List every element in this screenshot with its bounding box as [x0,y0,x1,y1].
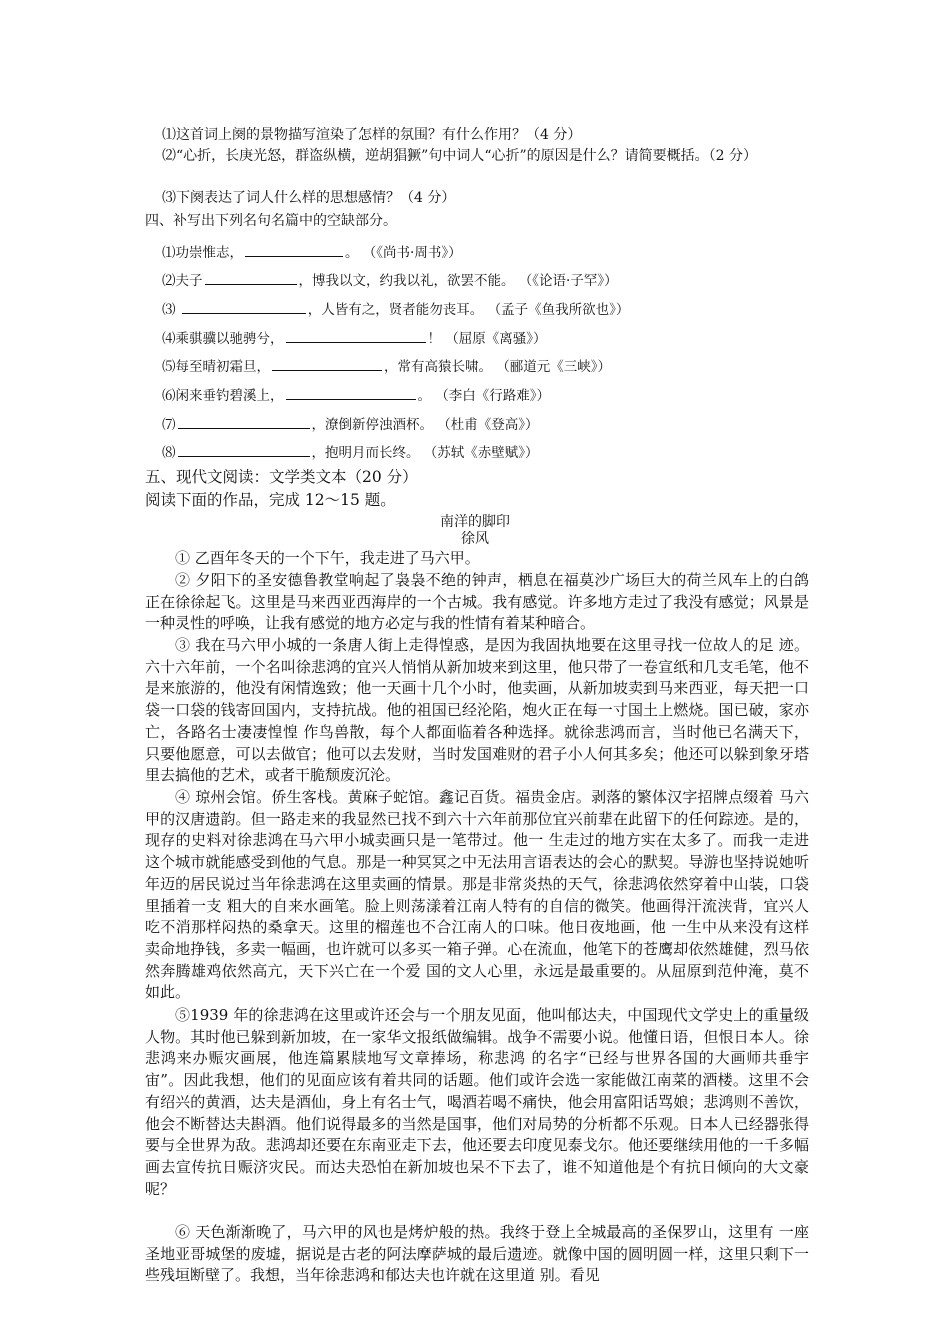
article-paragraph-1: ① 乙酉年冬天的一个下午，我走进了马六甲。 [175,549,480,567]
fill-item-7 [162,414,539,435]
fill-item-text: ⑸每至晴初霜旦， [162,359,270,375]
fill-item-text: ⑷乘骐骥以驰骋兮， [162,331,284,347]
answer-blank[interactable] [182,299,306,314]
fill-item-text: ⑹闲来垂钓碧溪上， [162,388,284,404]
article-title: 南洋的脚印 [440,514,510,530]
question-3: ⑶下阕表达了词人什么样的思想感情？（4 分） [162,190,456,206]
answer-blank[interactable] [205,270,297,285]
fill-item-6 [162,385,550,406]
fill-item-4 [162,328,547,349]
fill-item-5 [162,356,611,377]
fill-item-text: 。 （李白《行路难》） [417,388,551,404]
section-5-heading: 五、现代文阅读：文学类文本（20 分） [145,468,418,486]
fill-item-1 [162,242,462,263]
fill-item-text: ，抱明月而长终。 （苏轼《赤壁赋》） [311,445,539,461]
answer-blank[interactable] [178,414,310,429]
fill-item-text: ⑺ [162,417,176,433]
section-4-heading: 四、补写出下列名句名篇中的空缺部分。 [145,213,397,229]
fill-item-text: ，常有高猿长啸。 （郦道元《三峡》） [384,359,612,375]
fill-item-2 [162,270,618,291]
question-2: ⑵“心折，长庚光怒，群盗纵横，逆胡猖獗”句中词人“心折”的原因是什么？请简要概括。（2 分） [162,148,757,164]
article-author: 徐风 [461,531,489,547]
section-5-instruction: 阅读下面的作品，完成 12～15 题。 [145,491,396,509]
answer-blank[interactable] [286,385,416,400]
fill-item-text: ！ （屈原《离骚》） [427,331,547,347]
answer-blank[interactable] [286,328,426,343]
fill-item-text: ⑵夫子 [162,273,203,289]
article-paragraph-3: ③ 我在马六甲小城的一条唐人街上走得惶惑，是因为我固执地要在这里寻找一位故人的足 迹。六十六年前，一个名叫徐悲鸿的宜兴人悄悄从新加坡来到这里，他只带了一卷宣纸和几支毛笔，他不是来旅游的，他没有闲情逸致；他一天画十几个小时，他卖画，从新加坡卖到马来西亚，每天把一口袋一口袋的钱寄回国内，支持抗战。他的祖国已经沦陷，炮火正在每一寸国土上燃烧。国已破，家亦亡，各路名士凄凄惶惶 作鸟兽散，每个人都面临着各种选择。就徐悲鸿而言，当时他已名满天下，只要他愿意，可以去做官；他可以去发财，当时发国难财的君子小人何其多矣；他还可以躲到象牙塔里去搞他的艺术，或者干脆颓废沉沦。 [145,636,809,785]
article-paragraph-6: ⑥ 天色渐渐晚了，马六甲的风也是烤炉般的热。我终于登上全城最高的圣保罗山，这里有 一座圣地亚哥城堡的废墟，据说是古老的阿法摩萨城的最后遗迹。就像中国的圆明圆一样，这里只剩下一些残垣断壁了。我想，当年徐悲鸿和郁达夫也许就在这里道 别。看见 [145,1223,809,1285]
article-paragraph-5: ⑤1939 年的徐悲鸿在这里或许还会与一个朋友见面，他叫郁达夫，中国现代文学史上的重量级人物。其时他已躲到新加坡，在一家华文报纸做编辑。战争不需要小说。他懂日语，但恨日本人。徐悲鸿来办赈灾画展，他连篇累牍地写文章捧场，称悲鸿 的名字“已经与世界各国的大画师共垂宇宙”。因此我想，他们的见面应该有着共同的话题。他们或许会选一家能做江南菜的酒楼。这里不会有绍兴的黄酒，达夫是酒仙，身上有名士气，喝酒若喝不痛快，他会用富阳话骂娘；悲鸿则不善饮，他会不断替达夫斟酒。他们说得最多的当然是国事，他们对局势的分析都不乐观。日本人已经器张得要与全世界为敌。悲鸿却还要在东南亚走下去，他还要去印度见泰戈尔。他还要继续用他的一千多幅画去宣传抗日赈济灾民。而达夫恐怕在新加坡也呆不下去了，谁不知道他是个有抗日倾向的大文豪呢？ [145,1006,809,1198]
answer-blank[interactable] [178,442,310,457]
answer-blank[interactable] [245,242,343,257]
fill-item-text: ，博我以文，约我以礼，欲罢不能。 （《论语·子罕》） [298,273,618,289]
fill-item-text: ，人皆有之，贤者能勿丧耳。 （孟子《鱼我所欲也》） [307,302,630,318]
answer-blank[interactable] [272,356,382,371]
fill-item-text: 。 （《尚书·周书》） [345,245,462,261]
article-paragraph-4: ④ 琼州会馆。侨生客栈。黄麻子蛇馆。鑫记百货。福贵金店。剥落的繁体汉字招牌点缀着 马六甲的汉唐遗韵。但一路走来的我显然已找不到六十六年前那位宜兴前辈在此留下的任何踪迹。是的，现存的史料对徐悲鸿在马六甲小城卖画只是一笔带过。他一 生走过的地方实在太多了。而我一走进这个城市就能感受到他的气息。那是一种冥冥之中无法用言语表达的会心的默契。导游也坚持说她听年迈的居民说过当年徐悲鸿在这里卖画的情景。那是非常炎热的天气，徐悲鸿依然穿着中山装，口袋里插着一支 粗大的自来水画笔。脸上则荡漾着江南人特有的自信的微笑。他画得汗流浃背，宜兴人吃不消那样闷热的桑拿天。这里的榴莲也不合江南人的口味。他日夜地画，他 一生中从来没有这样卖命地挣钱，多卖一幅画，也许就可以多买一箱子弹。心在流血，他笔下的苍鹰却依然雄健，烈马依然奔腾雄鸡依然高亢，天下兴亡在一个爱 国的文人心里，永远是最重要的。从屈原到范仲淹，莫不如此。 [145,788,809,1002]
article-paragraph-2: ② 夕阳下的圣安德鲁教堂响起了袅袅不绝的钟声，栖息在福莫沙广场巨大的荷兰风车上的白鸽正在徐徐起飞。这里是马来西亚西海岸的一个古城。我有感觉。许多地方走过了我没有感觉；风景是一种灵性的呼唤，让我有感觉的地方必定与我的性情有着某种暗合。 [145,571,809,633]
fill-item-text: ⑴功崇惟志， [162,245,243,261]
fill-item-text: ⑻ [162,445,176,461]
fill-item-3 [162,299,629,320]
fill-item-8 [162,442,539,463]
question-1: ⑴这首词上阕的景物描写渲染了怎样的氛围？有什么作用？（4 分） [162,127,582,143]
fill-item-text: ⑶ [162,302,180,318]
fill-item-text: ，潦倒新停浊酒杯。 （杜甫《登高》） [311,417,539,433]
